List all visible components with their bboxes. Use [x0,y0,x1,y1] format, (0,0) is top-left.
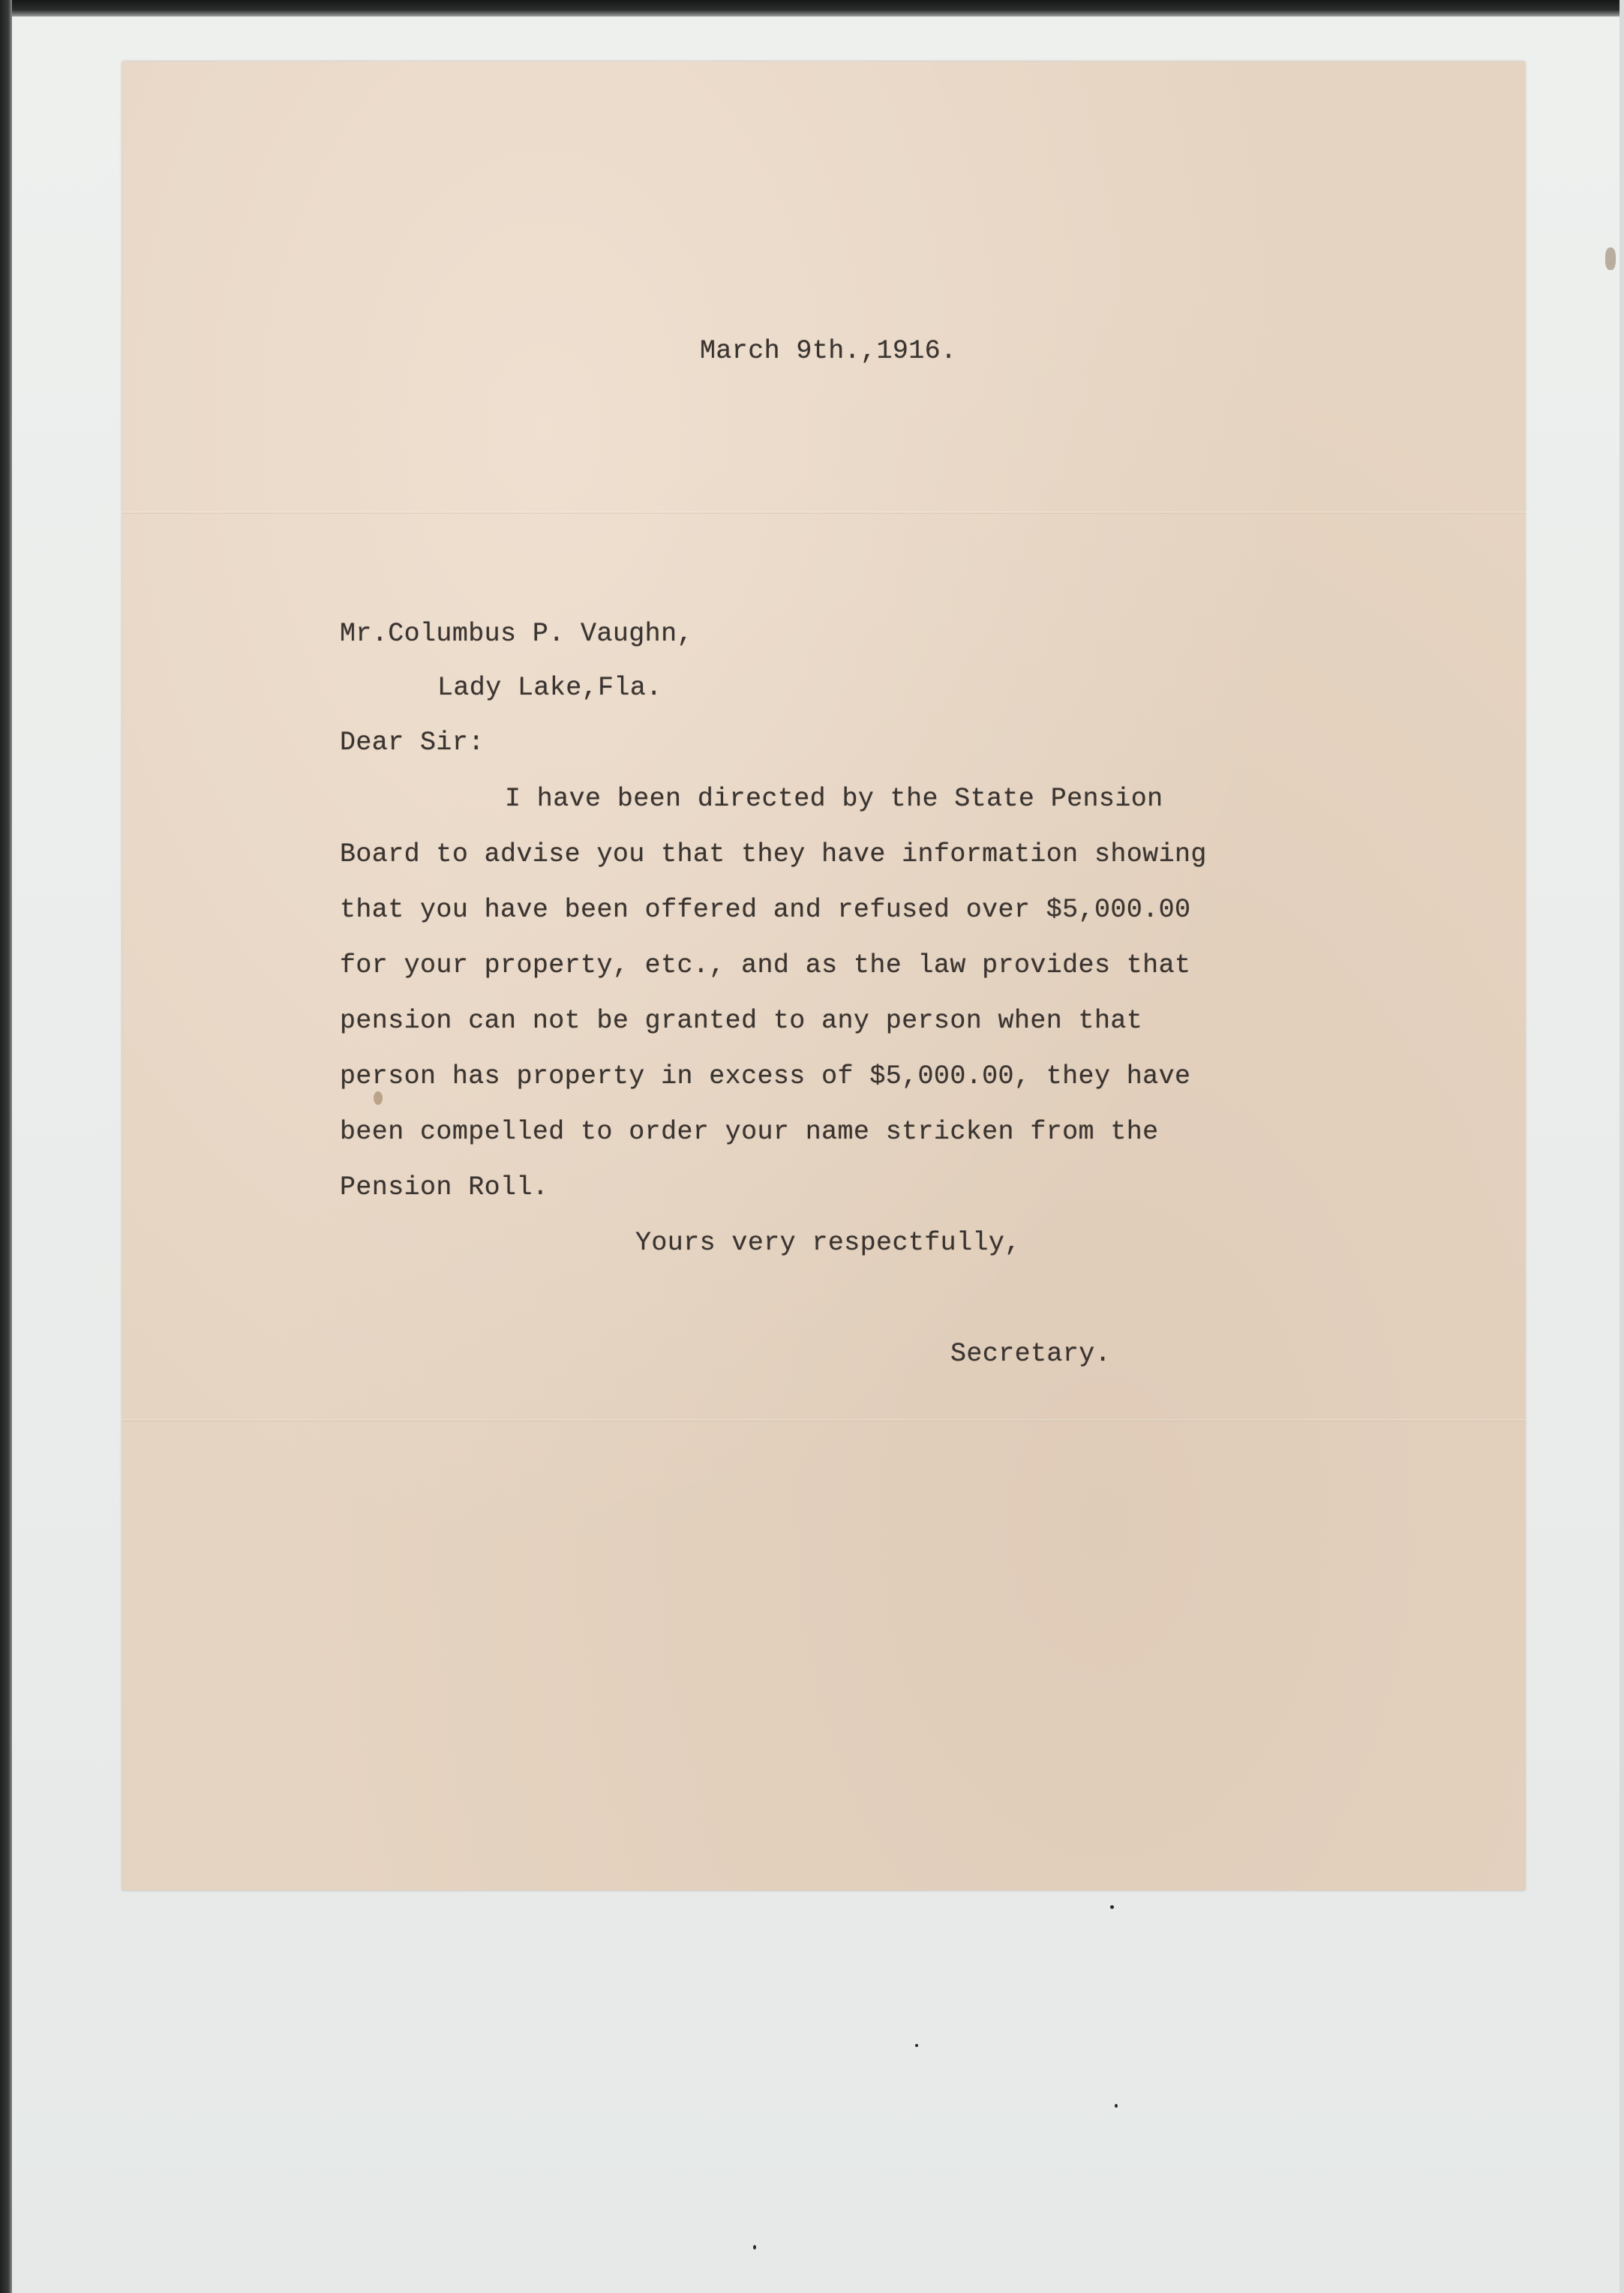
dust-speck [753,2245,756,2249]
scanner-left-edge [0,0,12,2293]
recipient-address: Lady Lake,Fla. [437,673,662,703]
body-line: Board to advise you that they have information showing [340,839,1207,869]
closing: Yours very respectfully, [635,1228,1021,1258]
dust-speck [915,2044,918,2047]
dust-speck [1115,2104,1118,2108]
scanner-top-edge [0,0,1624,17]
fold-crease [122,512,1525,514]
body-line: I have been directed by the State Pension [505,784,1163,814]
salutation: Dear Sir: [340,728,485,758]
body-line: for your property, etc., and as the law provides that [340,950,1191,980]
signature-title: Secretary. [950,1339,1112,1369]
body-line: Pension Roll. [340,1172,549,1202]
body-line: person has property in excess of $5,000.00, they have [340,1061,1191,1091]
edge-mark [1605,248,1616,270]
body-line: been compelled to order your name stricken from the [340,1117,1159,1147]
ink-blot [374,1091,383,1105]
fold-crease [122,1419,1525,1421]
body-line: that you have been offered and refused over $5,000.00 [340,895,1191,925]
recipient-name: Mr.Columbus P. Vaughn, [340,619,693,649]
dust-speck [1110,1905,1114,1909]
body-line: pension can not be granted to any person when that [340,1006,1143,1036]
scanner-right-edge [1619,0,1624,2293]
letter-date: March 9th.,1916. [700,336,957,366]
